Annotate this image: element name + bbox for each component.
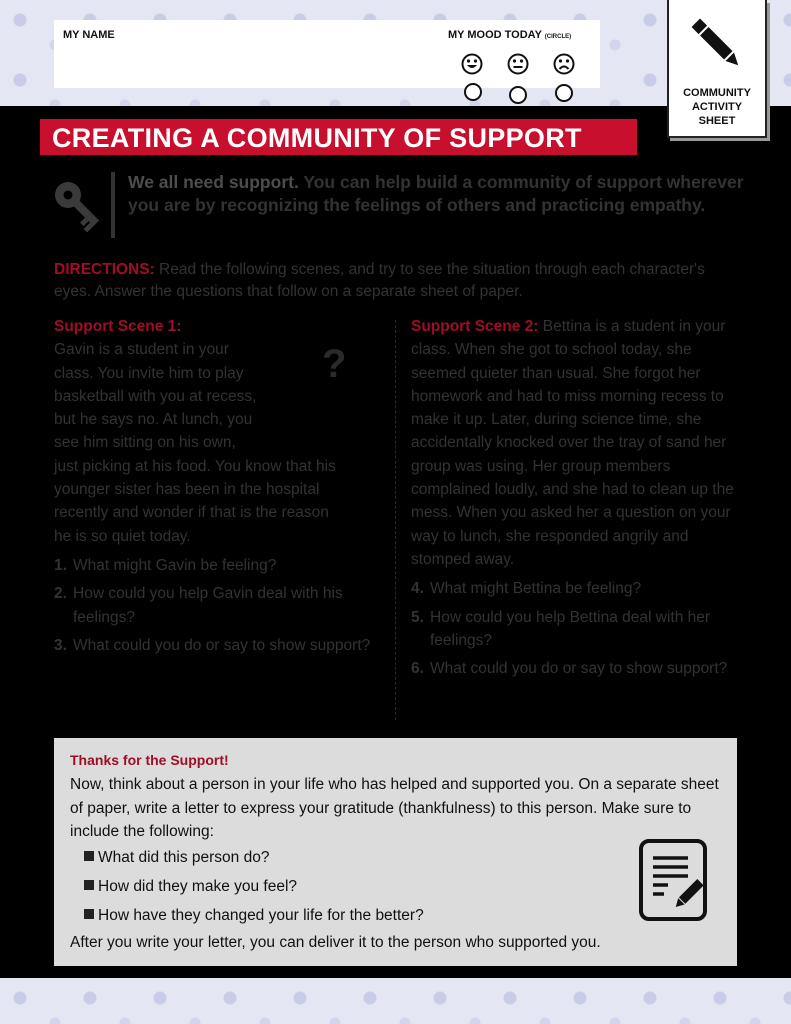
mood-option-neutral[interactable]	[509, 86, 527, 104]
scene-1-label: Support Scene 1:	[54, 318, 182, 335]
community-activity-badge	[667, 0, 767, 138]
sad-face-icon	[553, 53, 575, 75]
support-title: Thanks for the Support!	[70, 752, 229, 768]
question-mark-icon: ?	[322, 342, 347, 386]
mood-option-sad[interactable]	[555, 84, 573, 102]
pencil-icon	[687, 14, 747, 74]
question-number: 2.	[54, 585, 67, 603]
question-item	[411, 606, 746, 653]
scene-1-line: but he says no. At lunch, you	[54, 411, 253, 429]
scene-1-line: he is so quiet today.	[54, 527, 191, 545]
scene-1-line: recently and wonder if that is the reason	[54, 504, 329, 522]
decorative-pattern-bottom	[0, 978, 791, 1024]
scene-2-text: Bettina is a student in your class. When she got to school today, she seemed quieter than usual. She forgot her homework and had to miss morning recess to make it up. Later, during science time, she accidentally knocked over the tray of sand her group was using. Her group members complained loudly, and she had to clean up the mess. When you asked her a question on your way to lunch, she responded angrily and stomped away.	[411, 318, 734, 568]
name-mood-box	[54, 20, 600, 88]
square-bullet-icon	[84, 909, 94, 919]
scene-1-line: class. You invite him to play	[54, 364, 244, 382]
question-item	[54, 634, 384, 657]
key-icon	[52, 179, 106, 233]
square-bullet-icon	[84, 851, 94, 861]
badge-line-1: COMMUNITY	[683, 87, 751, 99]
scene-1-line: younger sister has been in the hospital	[54, 481, 320, 499]
scene-1-questions	[54, 554, 384, 657]
name-label: MY NAME	[63, 29, 115, 41]
title-banner	[40, 119, 637, 155]
question-number: 3.	[54, 636, 67, 654]
directions-label: DIRECTIONS:	[54, 261, 155, 278]
question-item	[54, 554, 384, 577]
badge-text	[669, 86, 765, 128]
column-divider	[395, 320, 396, 720]
support-scene-1	[54, 315, 384, 662]
scene-1-line: Gavin is a student in your	[54, 341, 229, 359]
scene-2-label: Support Scene 2:	[411, 318, 539, 335]
question-text: What could you do or say to show support?	[430, 660, 728, 678]
intro-body: You can help build a community of support wherever you are by recognizing the feelings of others and practicing empathy.	[128, 172, 744, 215]
question-item	[54, 582, 384, 629]
question-number: 6.	[411, 660, 424, 678]
mood-option-happy[interactable]	[464, 83, 482, 101]
question-item	[411, 577, 746, 600]
bullet-text: How have they changed your life for the better?	[98, 907, 424, 924]
question-text: How could you help Gavin deal with his feelings?	[73, 585, 343, 626]
support-bullets	[84, 846, 424, 933]
support-scene-2	[411, 315, 746, 685]
question-text: What could you do or say to show support?	[73, 636, 371, 654]
question-item	[411, 657, 746, 680]
neutral-face-icon	[507, 53, 529, 75]
directions	[54, 259, 744, 303]
directions-text: Read the following scenes, and try to see the situation through each character's eyes. Answer the questions that follow on a separate sheet of paper.	[54, 261, 705, 300]
scene-2-paragraph	[411, 315, 746, 571]
intro-text	[128, 171, 748, 217]
document-pen-icon	[638, 838, 708, 922]
badge-line-2: ACTIVITY	[691, 101, 743, 113]
page-title: CREATING A COMMUNITY OF SUPPORT	[52, 123, 582, 153]
square-bullet-icon	[84, 880, 94, 890]
mood-label-text: MY MOOD TODAY	[448, 29, 542, 41]
bullet-item	[84, 904, 424, 933]
mood-note: (CIRCLE)	[544, 34, 572, 40]
question-text: How could you help Bettina deal with her feelings?	[430, 608, 711, 649]
question-number: 1.	[54, 556, 67, 574]
support-closing: After you write your letter, you can deliver it to the person who supported you.	[70, 934, 601, 951]
intro-divider	[111, 172, 115, 238]
question-text: What might Gavin be feeling?	[73, 556, 277, 574]
scene-1-line: just picking at his food. You know that his	[54, 457, 336, 475]
thanks-for-support-box	[54, 738, 737, 966]
scene-1-line: see him sitting on his own,	[54, 434, 236, 452]
bullet-text: How did they make you feel?	[98, 878, 298, 895]
question-text: What might Bettina be feeling?	[430, 580, 642, 598]
bullet-text: What did this person do?	[98, 849, 270, 866]
question-number: 4.	[411, 580, 424, 598]
happy-face-icon	[461, 53, 483, 75]
support-intro: Now, think about a person in your life who has helped and supported you. On a separate sheet of paper, write a letter to express your gratitude (thankfulness) to this person. Make sure to include the following:	[70, 776, 719, 840]
bullet-item	[84, 846, 424, 875]
bullet-item	[84, 875, 424, 904]
badge-line-3: SHEET	[698, 115, 736, 127]
intro-lead: We all need support.	[128, 172, 299, 192]
question-number: 5.	[411, 608, 424, 626]
scene-2-questions	[411, 577, 746, 680]
mood-label	[448, 29, 571, 41]
scene-1-line: basketball with you at recess,	[54, 387, 257, 405]
